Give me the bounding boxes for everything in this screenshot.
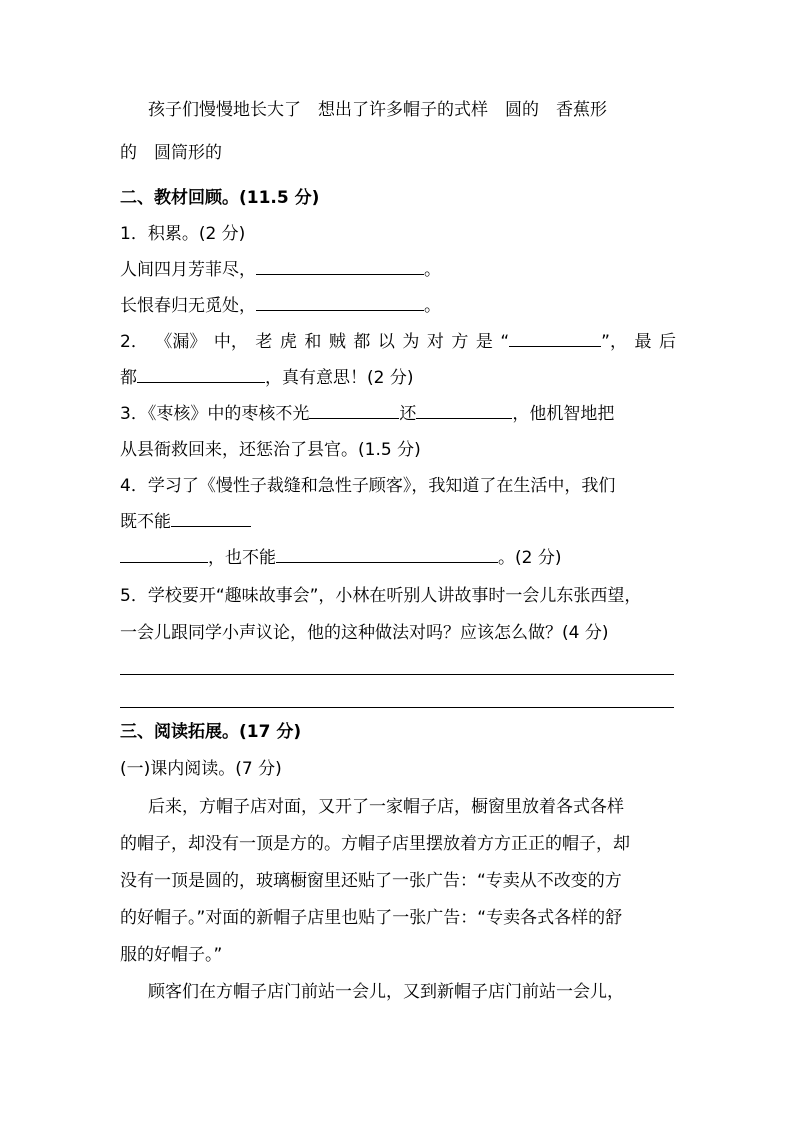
q2-char: 都: [353, 332, 371, 352]
q2-char: 老: [255, 332, 273, 352]
q3-text-a: 3．《枣核》中的枣核不光: [120, 404, 310, 424]
q3-line-1: [120, 403, 676, 425]
q2-char: 后: [658, 332, 676, 352]
passage-line: 后来，方帽子店对面，又开了一家帽子店，橱窗里放着各式各样: [148, 797, 624, 817]
q3-blank-1[interactable]: [309, 403, 399, 419]
q2-char: 方: [451, 332, 469, 352]
answer-line-1: 孩子们慢慢地长大了 想出了许多帽子的式样 圆的 香蕉形: [148, 100, 607, 120]
q2-char: 中，: [213, 332, 248, 352]
q1-line-b: [120, 295, 676, 317]
q4-text-a: ，也不能: [208, 548, 276, 568]
q2-char: 《漏》: [155, 332, 207, 352]
q1-line-a-end: 。: [424, 260, 441, 280]
answer-line-2: 的 圆筒形的: [120, 143, 222, 163]
q2-char: 和: [304, 332, 322, 352]
section-3-subheading: (一)课内阅读。(7 分): [120, 759, 282, 779]
passage-line: 的帽子，却没有一顶是方的。方帽子店里摆放着方方正正的帽子，却: [120, 834, 630, 854]
q3-text-c: ，他机智地把: [512, 404, 615, 424]
q5-line-2: 一会儿跟同学小声议论，他的这种做法对吗？应该怎么做？(4 分): [120, 623, 609, 643]
q5-answer-line-1[interactable]: [120, 674, 674, 675]
q4-line-2-pre: 既不能: [120, 512, 171, 532]
q5-answer-line-2[interactable]: [120, 707, 674, 708]
q2-close-quote: ”，: [601, 332, 627, 352]
q1-line-b-text: 长恨春归无觅处，: [120, 296, 256, 316]
q4-blank-1-cont[interactable]: [120, 547, 208, 563]
q3-blank-2[interactable]: [416, 403, 512, 419]
passage-line: 服的好帽子。”: [120, 945, 223, 965]
q4-line-2: [120, 511, 676, 533]
q1-label: 1．积累。(2 分): [120, 224, 246, 244]
q2-line-1: [120, 331, 676, 353]
q2-line-2-pre: 都: [120, 368, 137, 388]
section-3-heading: 三、阅读拓展。(17 分): [120, 722, 302, 742]
q1-blank-b[interactable]: [256, 295, 424, 311]
passage-line: 顾客们在方帽子店门前站一会儿，又到新帽子店门前站一会儿，: [148, 982, 624, 1002]
q2-line-2: [120, 367, 676, 389]
q1-line-a-text: 人间四月芳菲尽，: [120, 260, 256, 280]
q5-line-1: 5．学校要开“趣味故事会”，小林在听别人讲故事时一会儿东张西望，: [120, 586, 642, 606]
q1-line-b-end: 。: [424, 296, 441, 316]
q4-line-3: [120, 547, 676, 569]
q2-char: 为: [402, 332, 420, 352]
q2-quote-blank: [500, 331, 627, 353]
q1-line-a: [120, 259, 676, 281]
q2-char: 虎: [279, 332, 297, 352]
q2-char: 贼: [328, 332, 346, 352]
q2-blank-2[interactable]: [137, 367, 265, 383]
q1-blank-a[interactable]: [256, 259, 424, 275]
q2-char: 以: [377, 332, 395, 352]
q2-char: 2．: [120, 332, 148, 352]
section-2-heading: 二、教材回顾。(11.5 分): [120, 188, 320, 208]
q2-blank-1[interactable]: [509, 331, 601, 347]
q4-blank-2[interactable]: [276, 547, 498, 563]
q2-char: 是: [475, 332, 493, 352]
q3-text-b: 还: [399, 404, 417, 424]
q2-line-2-post: ，真有意思！(2 分): [265, 368, 414, 388]
q2-char: 最: [634, 332, 652, 352]
q4-blank-1[interactable]: [171, 511, 251, 527]
q2-char: 对: [426, 332, 444, 352]
q2-open-quote: “: [500, 332, 510, 352]
q4-line-1: 4．学习了《慢性子裁缝和急性子顾客》，我知道了在生活中，我们: [120, 476, 616, 496]
q3-line-2: 从县衙救回来，还惩治了县官。(1.5 分): [120, 440, 421, 460]
q4-text-b: 。(2 分): [498, 548, 562, 568]
passage-line: 没有一顶是圆的，玻璃橱窗里还贴了一张广告：“专卖从不改变的方: [120, 871, 622, 891]
passage-line: 的好帽子。”对面的新帽子店里也贴了一张广告：“专卖各式各样的舒: [120, 908, 623, 928]
